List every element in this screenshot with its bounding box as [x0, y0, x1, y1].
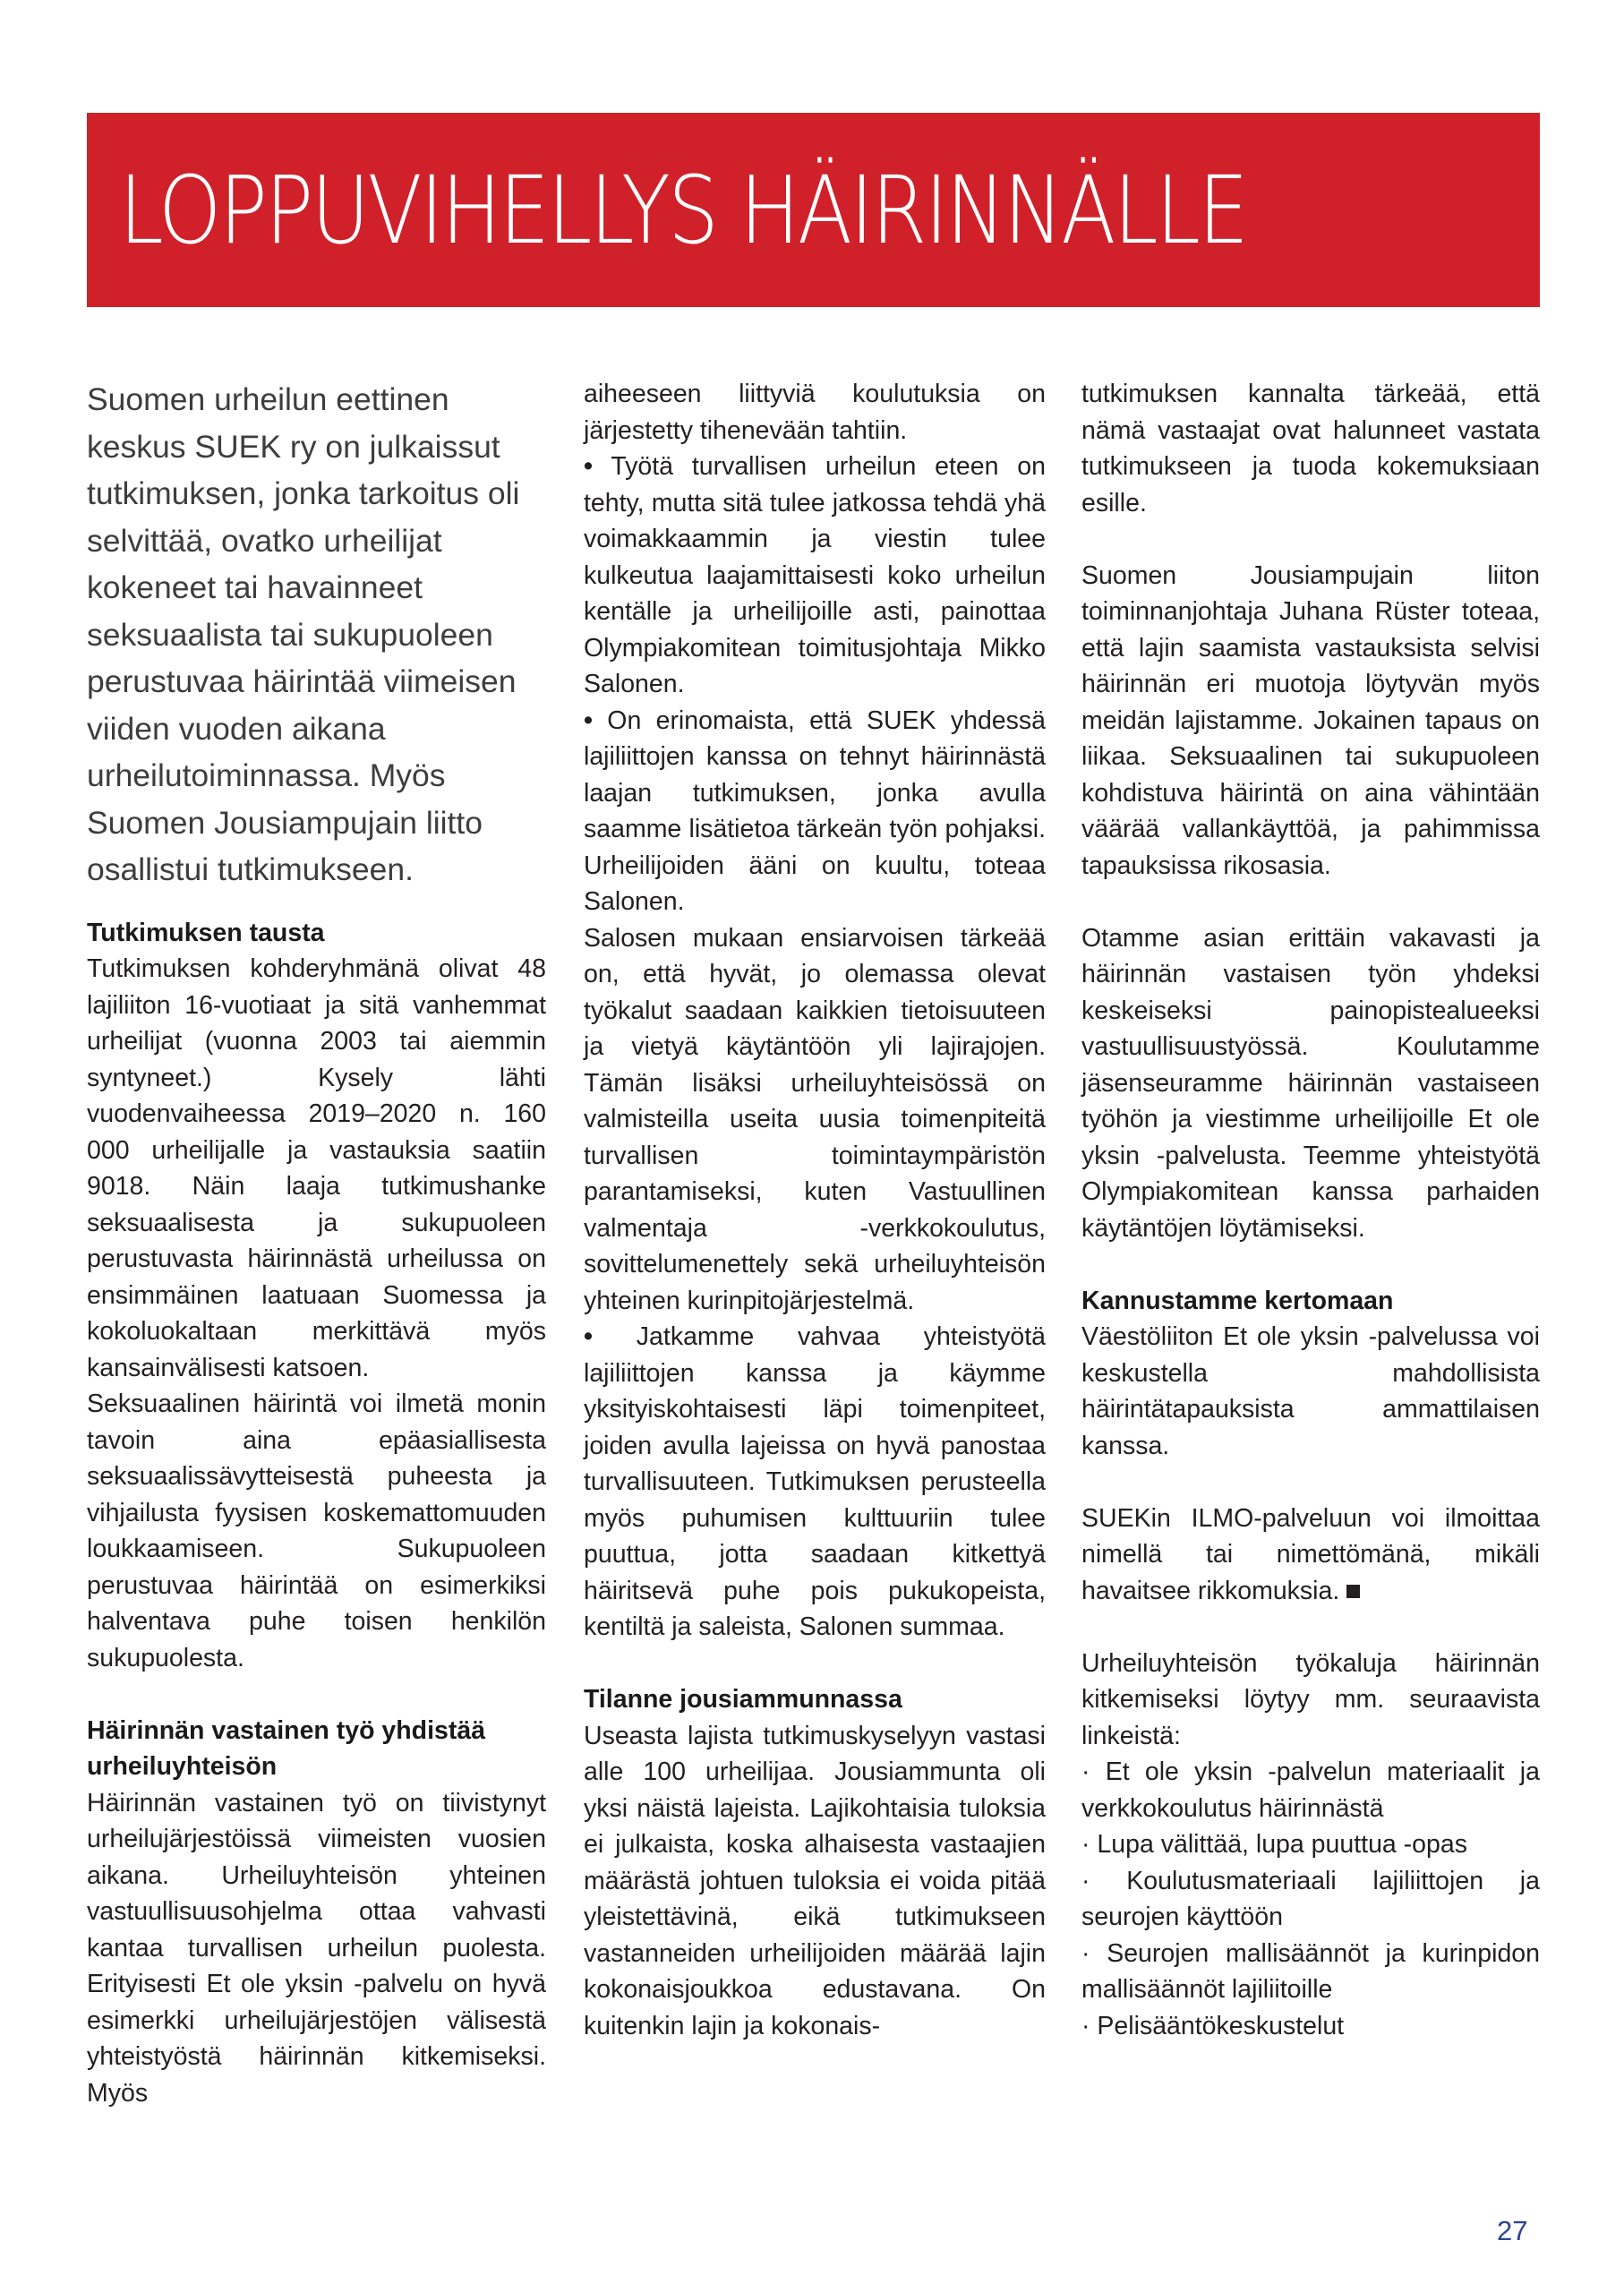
body-paragraph: Seksuaalinen häirintä voi ilmetä monin tavoin aina epäasiallisesta seksuaalissävytteisestä puheesta ja vihjailusta fyysisen koskemattomuuden loukkaamiseen. Sukupuoleen perustuvaa häirintää on esimerkiksi halventava puhe toisen henkilön sukupuolesta.: [87, 1390, 546, 1672]
column-2: [584, 376, 1046, 2044]
page-number: 27: [1497, 2215, 1528, 2246]
body-paragraph: [1081, 1501, 1540, 1610]
link-list-item: [1081, 1936, 1540, 2008]
body-paragraph: Häirinnän vastainen työ on tiivistynyt urheilujärjestöissä viimeisten vuosien aikana. Urheiluyhteisön yhteinen vastuullisuusohjelma ottaa vahvasti kantaa turvallisen urheilun puolesta. Erityisesti Et ole yksin -palvelu on hyvä esimerkki urheilujärjestöjen välisestä yhteistyöstä häirinnän kitkemiseksi. Myös: [87, 1788, 546, 2108]
body-paragraph: Väestöliiton Et ole yksin -palvelussa voi keskustella mahdollisista häirintätapauksista ammattilaisen kanssa.: [1081, 1322, 1540, 1460]
body-paragraph: Otamme asian erittäin vakavasti ja häirinnän vastaisen työn yhdeksi keskeiseksi painopistealueeksi vastuullisuustyössä. Koulutamme jäsenseuramme häirinnän vastaiseen työhön ja viestimme urheilijoille Et ole yksin -palvelusta. Teemme yhteistyötä Olympiakomitean kanssa parhaiden käytäntöjen löytämiseksi.: [1081, 923, 1540, 1243]
link-text[interactable]: Pelisääntökeskustelut: [1097, 2011, 1345, 2040]
body-text: SUEKin ILMO-palveluun voi ilmoittaa nimellä tai nimettömänä, mikäli havaitsee rikkomuksia.: [1081, 1503, 1540, 1605]
link-list-item: [1081, 1863, 1540, 1936]
body-paragraph: aiheeseen liittyviä koulutuksia on järjestetty tihenevään tahtiin.: [584, 380, 1046, 445]
list-bullet-icon: ·: [1081, 1830, 1090, 1859]
bullet-icon: •: [584, 452, 593, 481]
body-paragraph: Useasta lajista tutkimuskyselyyn vastasi alle 100 urheilijaa. Jousiammunta oli yksi näistä lajeista. Lajikohtaisia tuloksia ei julkaista, koska alhaisesta vastaajien määrästä johtuen tuloksia ei voida pitää yleistettävinä, eikä tutkimukseen vastanneiden urheilijoiden määrää lajin kokonaisjoukkoa edustavana. On kuitenkin lajin ja kokonais-: [584, 1721, 1046, 2040]
bullet-icon: •: [584, 1322, 593, 1351]
list-bullet-icon: ·: [1081, 2011, 1090, 2040]
link-list-item: [1081, 1826, 1540, 1863]
link-text[interactable]: Koulutusmateriaali lajiliittojen ja seurojen käyttöön: [1081, 1866, 1540, 1931]
section-heading-hairinnan-vastainen-tyo: Häirinnän vastainen työ yhdistää urheiluyhteisön: [87, 1715, 486, 1781]
quote-text: On erinomaista, että SUEK yhdessä lajiliittojen kanssa on tehnyt häirinnästä laajan tutkimuksen, jonka avulla saamme lisätietoa tärkeän työn pohjaksi. Urheilijoiden ääni on kuultu, toteaa Salonen.: [584, 706, 1046, 916]
link-list-item: [1081, 1754, 1540, 1826]
title-banner: [87, 113, 1540, 307]
link-text[interactable]: Lupa välittää, lupa puuttua -opas: [1097, 1830, 1467, 1859]
bullet-icon: •: [584, 706, 593, 735]
quote-paragraph: [584, 1319, 1046, 1646]
column-3: [1081, 376, 1540, 2044]
section-heading-tilanne-jousiammunnassa: Tilanne jousiammunnassa: [584, 1685, 902, 1714]
links-intro: Urheiluyhteisön työkaluja häirinnän kitkemiseksi löytyy mm. seuraavista linkeistä:: [1081, 1648, 1540, 1750]
body-paragraph: Salosen mukaan ensiarvoisen tärkeää on, että hyvät, jo olemassa olevat työkalut saadaan kaikkien tietoisuuteen ja vietyä käytäntöön yli lajirajojen. Tämän lisäksi urheiluyhteisössä on valmisteilla useita uusia toimenpiteitä turvallisen toimintaympäristön parantamiseksi, kuten Vastuullinen valmentaja -verkkokoulutus, sovittelumenettely sekä urheiluyhteisön yhteinen kurinpitojärjestelmä.: [584, 923, 1046, 1315]
body-paragraph: Suomen Jousiampujain liiton toiminnanjohtaja Juhana Rüster toteaa, että lajin saamista vastauksista selvisi häirinnän eri muotoja löytyvän myös meidän lajistamme. Jokainen tapaus on liikaa. Seksuaalinen tai sukupuoleen kohdistuva häirintä on aina vähintään väärää vallankäyttöä, ja pahimmissa tapauksissa rikosasia.: [1081, 560, 1540, 880]
section-heading-tutkimuksen-tausta: Tutkimuksen tausta: [87, 918, 325, 947]
section-heading-kannustamme-kertomaan: Kannustamme kertomaan: [1081, 1286, 1394, 1315]
body-paragraph: tutkimuksen kannalta tärkeää, että nämä vastaajat ovat halunneet vastata tutkimukseen ja tuoda kokemuksiaan esille.: [1081, 380, 1540, 517]
quote-text: Työtä turvallisen urheilun eteen on tehty, mutta sitä tulee jatkossa tehdä yhä voimakkaammin ja viestin tulee kulkeutua laajamittaisesti koko urheilun kentälle ja urheilijoille asti, painottaa Olympiakomitean toimitusjohtaja Mikko Salonen.: [584, 452, 1046, 698]
quote-paragraph: [584, 449, 1046, 703]
link-text[interactable]: Et ole yksin -palvelun materiaalit ja verkkokoulutus häirinnästä: [1081, 1757, 1540, 1823]
end-square-icon: [1346, 1585, 1360, 1598]
list-bullet-icon: ·: [1081, 1938, 1090, 1968]
quote-paragraph: [584, 703, 1046, 920]
lead-paragraph: Suomen urheilun eettinen keskus SUEK ry on julkaissut tutkimuksen, jonka tarkoitus oli selvittää, ovatko urheilijat kokeneet tai havainneet seksuaalista tai sukupuoleen perustuvaa häirintää viimeisen viiden vuoden aikana urheilutoiminnassa. Myös Suomen Jousiampujain liitto osallistui tutkimukseen.: [87, 381, 520, 887]
column-1: [87, 376, 546, 2111]
link-text[interactable]: Seurojen mallisäännöt ja kurinpidon mallisäännöt lajiliitoille: [1081, 1938, 1540, 2004]
list-bullet-icon: ·: [1081, 1866, 1090, 1895]
list-bullet-icon: ·: [1081, 1757, 1090, 1786]
link-list-item: [1081, 2008, 1540, 2045]
body-paragraph: Tutkimuksen kohderyhmänä olivat 48 lajiliiton 16-vuotiaat ja sitä vanhemmat urheilijat (vuonna 2003 tai aiemmin syntyneet.) Kysely lähti vuodenvaiheessa 2019–2020 n. 160 000 urheilijalle ja vastauksia saatiin 9018. Näin laaja tutkimushanke seksuaalisesta ja sukupuoleen perustuvasta häirinnästä urheilussa on ensimmäinen laatuaan Suomessa ja kokoluokaltaan merkittävä myös kansainvälisesti katsoen.: [87, 954, 546, 1382]
page-title: LOPPUVIHELLYS HÄIRINNÄLLE: [119, 156, 1247, 265]
quote-text: Jatkamme vahvaa yhteistyötä lajiliittojen kanssa ja käymme yksityiskohtaisesti läpi toimenpiteet, joiden avulla lajeissa on hyvä panostaa turvallisuuteen. Tutkimuksen perusteella myös puhumisen kulttuuriin tulee puuttua, jotta saadaan kitkettyä häiritsevä puhe pois pukukopeista, kentiltä ja saleista, Salonen summaa.: [584, 1322, 1046, 1641]
